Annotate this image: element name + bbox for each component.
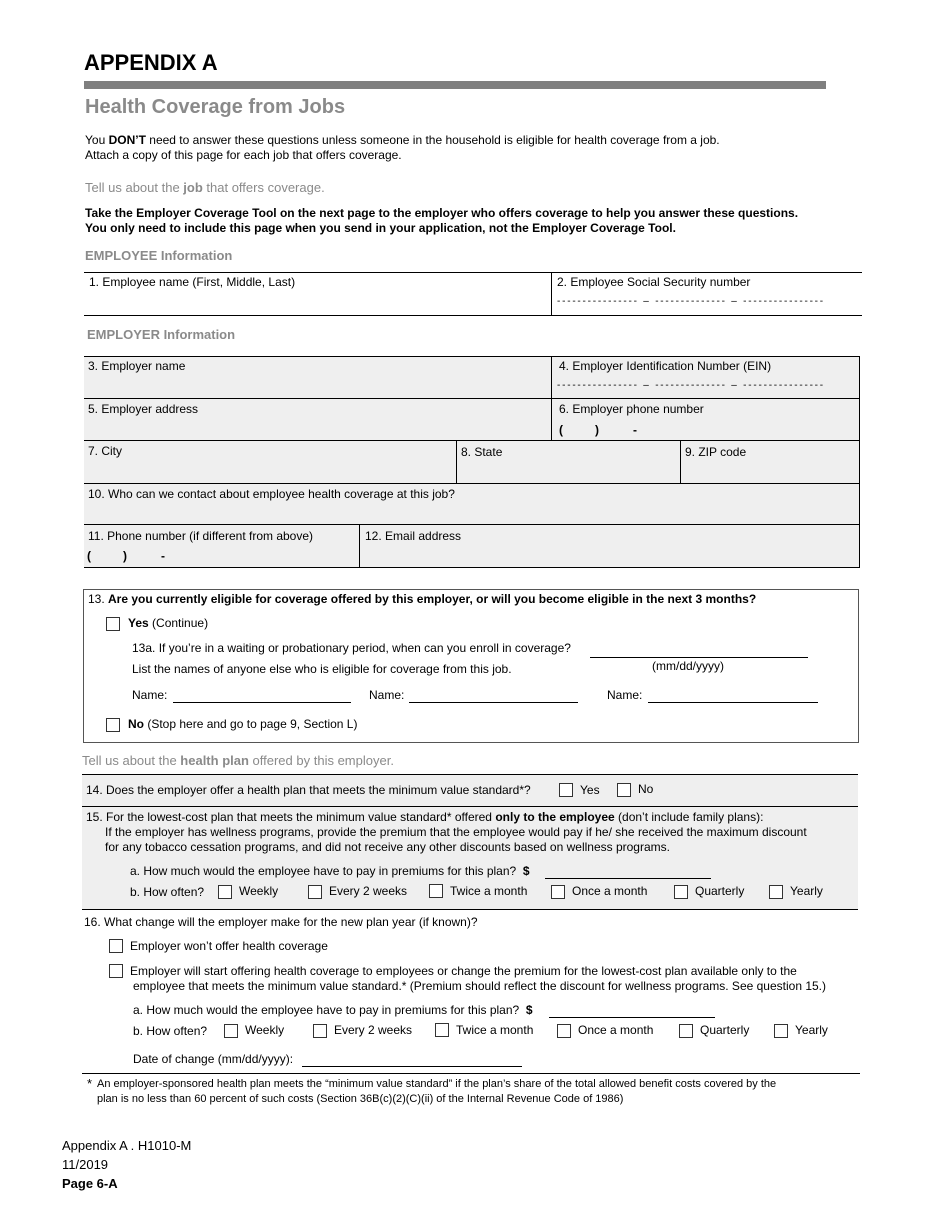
q16-oncemonth-checkbox[interactable] <box>557 1024 571 1038</box>
q16a-amount-field[interactable] <box>549 1017 715 1018</box>
table-border <box>82 774 858 775</box>
intro-line-2: Attach a copy of this page for each job that offers coverage. <box>85 148 402 162</box>
form-date: 11/2019 <box>62 1157 109 1172</box>
table-border <box>84 356 860 357</box>
employee-name-field[interactable] <box>85 290 545 312</box>
state-field[interactable] <box>458 460 676 481</box>
table-border <box>680 440 681 483</box>
zip-label: 9. ZIP code <box>685 445 747 459</box>
intro-emphasis: DON’T <box>108 133 146 147</box>
intro-text: You <box>85 133 109 147</box>
appendix-title: APPENDIX A <box>84 50 218 75</box>
table-border <box>84 483 860 484</box>
ssn-field[interactable]: - - - - - - - - - - - - - - - - – - - - - - - - - - - - - - - – - - - - - - - - - - - - - - - - <box>557 296 823 307</box>
q15-text: 15. For the lowest-cost plan that meets the minimum value standard* offered <box>86 810 496 824</box>
intro-text: need to answer these questions unless someone in the household is eligible for health coverage from a job. <box>145 133 720 147</box>
q15-line-3: for any tobacco cessation programs, and did not receive any other discounts based on wellness programs. <box>105 840 670 854</box>
ein-field[interactable]: - - - - - - - - - - - - - - - - – - - - - - - - - - - - - - - – - - - - - - - - - - - - - - - - <box>557 380 823 391</box>
q15-text: (don’t include family plans): <box>614 810 764 824</box>
q16-twicemonth-checkbox[interactable] <box>435 1023 449 1037</box>
q14-label: 14. Does the employer offer a health plan that meets the minimum value standard*? <box>86 783 531 797</box>
heading-text: Tell us about the <box>85 180 184 195</box>
header-rule <box>84 81 826 89</box>
ein-label: 4. Employer Identification Number (EIN) <box>559 359 772 373</box>
employer-name-field[interactable] <box>85 374 545 396</box>
q14-no-checkbox[interactable] <box>617 783 631 797</box>
phone-paren: ( <box>87 549 91 563</box>
q13-text: Are you currently eligible for coverage offered by this employer, or will you become eligible in the next 3 months? <box>108 592 757 606</box>
q16-quarterly-checkbox[interactable] <box>679 1024 693 1038</box>
phone-dash: - <box>633 423 637 437</box>
date-change-field[interactable] <box>302 1066 522 1067</box>
footnote-line-2: plan is no less than 60 percent of such costs (Section 36B(c)(2)(C)(ii) of the Internal Revenue Code of 1986) <box>97 1093 624 1105</box>
q16-yearly-label: Yearly <box>795 1023 828 1037</box>
heading-text: offered by this employer. <box>248 753 394 768</box>
table-border <box>84 398 860 399</box>
name-label-3: Name: <box>607 688 643 702</box>
q16a-text: a. How much would the employee have to pay in premiums for this plan? <box>133 1003 520 1017</box>
q15-oncemonth-checkbox[interactable] <box>551 885 565 899</box>
q16-every2weeks-checkbox[interactable] <box>313 1024 327 1038</box>
q15-oncemonth-label: Once a month <box>572 884 648 898</box>
q16a-label <box>133 1003 533 1017</box>
q15-twicemonth-label: Twice a month <box>450 884 528 898</box>
employer-phone-field[interactable] <box>559 423 637 437</box>
list-names-label: List the names of anyone else who is eligible for coverage from this job. <box>132 662 512 676</box>
contact-label: 10. Who can we contact about employee health coverage at this job? <box>88 487 455 501</box>
name-field-1[interactable] <box>173 702 351 703</box>
q15b-label: b. How often? <box>130 885 205 899</box>
intro-line-1 <box>85 133 720 147</box>
zip-field[interactable] <box>682 460 856 481</box>
table-border <box>551 272 552 316</box>
email-field[interactable] <box>362 545 855 565</box>
q16b-label: b. How often? <box>133 1024 208 1038</box>
phone-paren: ( <box>559 423 563 437</box>
yes-rest: (Continue) <box>148 616 209 630</box>
employee-name-label: 1. Employee name (First, Middle, Last) <box>89 275 296 289</box>
q13a-date-field[interactable] <box>590 657 808 658</box>
dollar-sign: $ <box>525 1003 533 1017</box>
tool-note-2: You only need to include this page when you send in your application, not the Employer Coverage Tool. <box>85 221 676 235</box>
city-label: 7. City <box>88 444 123 458</box>
table-border <box>84 440 860 441</box>
q15-quarterly-checkbox[interactable] <box>674 885 688 899</box>
q15-every2weeks-label: Every 2 weeks <box>329 884 408 898</box>
q15a-amount-field[interactable] <box>545 878 711 879</box>
q15-emphasis: only to the employee <box>495 810 615 824</box>
q15-weekly-label: Weekly <box>239 884 279 898</box>
table-border <box>456 440 457 483</box>
q15-weekly-checkbox[interactable] <box>218 885 232 899</box>
name-label-2: Name: <box>369 688 405 702</box>
q13-yes-label <box>128 616 208 630</box>
q15-every2weeks-checkbox[interactable] <box>308 885 322 899</box>
heading-emphasis: job <box>183 180 203 195</box>
dollar-sign: $ <box>522 864 530 878</box>
date-hint: (mm/dd/yyyy) <box>652 659 724 673</box>
q15-line-1 <box>86 810 763 824</box>
footnote-rule <box>82 1073 860 1074</box>
q16-weekly-label: Weekly <box>245 1023 285 1037</box>
q16-change-line-1: Employer will start offering health coverage to employees or change the premium for the lowest-cost plan available only to the <box>130 964 797 978</box>
q13-no-checkbox[interactable] <box>106 718 120 732</box>
q16-no-coverage-label: Employer won’t offer health coverage <box>130 939 328 953</box>
q15a-text: a. How much would the employee have to pay in premiums for this plan? <box>130 864 517 878</box>
table-border <box>84 524 860 525</box>
employer-section-title: EMPLOYER Information <box>87 327 236 342</box>
heading-emphasis: health plan <box>180 753 249 768</box>
q16-twicemonth-label: Twice a month <box>456 1023 534 1037</box>
employer-address-field[interactable] <box>85 417 545 439</box>
page-number: Page 6-A <box>62 1176 118 1191</box>
employee-ssn-label: 2. Employee Social Security number <box>557 275 751 289</box>
table-border <box>551 356 552 441</box>
q16-change-checkbox[interactable] <box>109 964 123 978</box>
q14-yes-label: Yes <box>580 783 600 797</box>
table-border <box>84 567 860 568</box>
q15-quarterly-label: Quarterly <box>695 884 745 898</box>
employer-phone-label: 6. Employer phone number <box>559 402 704 416</box>
table-border <box>82 806 858 807</box>
q16-no-coverage-checkbox[interactable] <box>109 939 123 953</box>
q14-yes-checkbox[interactable] <box>559 783 573 797</box>
phone-paren: ) <box>123 549 127 563</box>
city-field[interactable] <box>85 460 450 481</box>
q16-oncemonth-label: Once a month <box>578 1023 654 1037</box>
email-label: 12. Email address <box>365 529 462 543</box>
q15a-label <box>130 864 530 878</box>
name-field-2[interactable] <box>409 702 578 703</box>
name-label-1: Name: <box>132 688 168 702</box>
alt-phone-field[interactable] <box>87 549 165 563</box>
heading-text: Tell us about the <box>82 753 181 768</box>
form-id: Appendix A . H1010-M <box>62 1138 192 1153</box>
phone-paren: ) <box>595 423 599 437</box>
table-border <box>82 909 858 910</box>
tell-plan-heading <box>82 753 394 768</box>
date-change-label: Date of change (mm/dd/yyyy): <box>133 1052 294 1066</box>
alt-phone-label: 11. Phone number (if different from above) <box>88 529 314 543</box>
section-title: Health Coverage from Jobs <box>85 96 346 118</box>
q16-change-line-2: employee that meets the minimum value standard.* (Premium should reflect the discount for wellness programs. See question 15.) <box>133 979 826 993</box>
state-label: 8. State <box>461 445 503 459</box>
table-border <box>359 524 360 567</box>
q16-every2weeks-label: Every 2 weeks <box>334 1023 413 1037</box>
table-border <box>84 315 862 316</box>
q13-yes-checkbox[interactable] <box>106 617 120 631</box>
tell-job-heading <box>85 180 325 195</box>
tool-note-1: Take the Employer Coverage Tool on the next page to the employer who offers coverage to help you answer these questions. <box>85 206 799 220</box>
employer-name-label: 3. Employer name <box>88 359 186 373</box>
name-field-3[interactable] <box>648 702 818 703</box>
q16-label: 16. What change will the employer make for the new plan year (if known)? <box>84 915 478 929</box>
heading-text: that offers coverage. <box>202 180 325 195</box>
yes-text: Yes <box>128 616 149 630</box>
q16-yearly-checkbox[interactable] <box>774 1024 788 1038</box>
no-text: No <box>128 717 144 731</box>
q15-twicemonth-checkbox[interactable] <box>429 884 443 898</box>
q16-quarterly-label: Quarterly <box>700 1023 750 1037</box>
q13-number: 13. <box>88 592 109 606</box>
q15-yearly-checkbox[interactable] <box>769 885 783 899</box>
q13-no-label <box>128 717 357 731</box>
q16-weekly-checkbox[interactable] <box>224 1024 238 1038</box>
table-border <box>84 272 862 273</box>
contact-field[interactable] <box>85 502 855 522</box>
q13-question <box>88 592 756 606</box>
footnote-star: * <box>87 1076 93 1091</box>
q14-no-label: No <box>638 782 654 796</box>
footnote-line-1: An employer-sponsored health plan meets the “minimum value standard” if the plan’s share of the total allowed benefit costs covered by the <box>97 1078 777 1090</box>
employee-section-title: EMPLOYEE Information <box>85 248 233 263</box>
employer-address-label: 5. Employer address <box>88 402 199 416</box>
q13a-label: 13a. If you’re in a waiting or probationary period, when can you enroll in coverage? <box>132 641 571 655</box>
q15-line-2: If the employer has wellness programs, provide the premium that the employee would pay if he/ she received the maximum discount <box>105 825 807 839</box>
table-border <box>859 356 860 568</box>
phone-dash: - <box>161 549 165 563</box>
no-rest: (Stop here and go to page 9, Section L) <box>144 717 358 731</box>
q15-yearly-label: Yearly <box>790 884 823 898</box>
